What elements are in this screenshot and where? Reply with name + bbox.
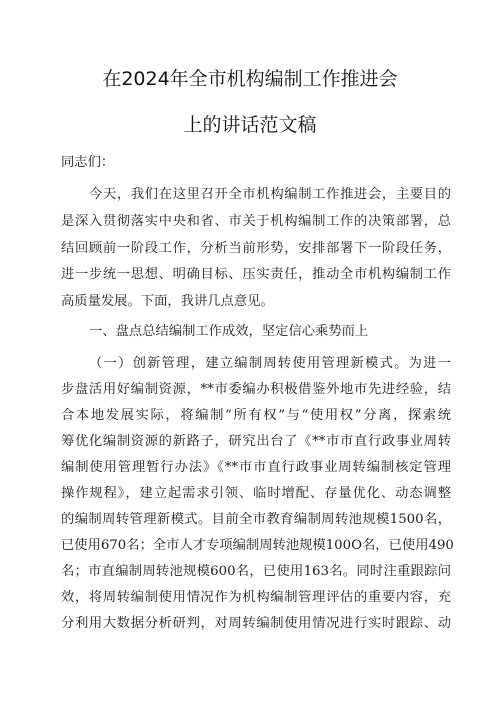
paragraph-line: 合本地发展实际，将编制“所有权”与“使用权”分离，探索统 bbox=[61, 408, 451, 423]
intro-line: 是深入贯彻落实中央和省、市关于机构编制工作的决策部署，总 bbox=[61, 214, 451, 229]
paragraph-line: （一）创新管理，建立编制周转使用管理新模式。为进一 bbox=[89, 356, 451, 371]
paragraph-line: 已使用670名；全市人才专项编制周转池规模100O名，已使用490 bbox=[61, 538, 454, 553]
paragraph-line: 效，将周转编制使用情况作为机构编制管理评估的重要内容，充 bbox=[61, 590, 451, 605]
paragraph-line: 的编制周转管理新模式。目前全市教育编制周转池规模1500名， bbox=[61, 512, 451, 527]
paragraph-line: 分利用大数据分析研判，对周转编制使用情况进行实时跟踪、动 bbox=[61, 616, 451, 631]
document-title-line-2: 上的讲话范文稿 bbox=[183, 114, 317, 136]
document-title-line-1: 在2024年全市机构编制工作推进会 bbox=[102, 68, 398, 90]
intro-line: 高质量发展。下面，我讲几点意见。 bbox=[61, 294, 274, 309]
paragraph-line: 步盘活用好编制资源，**市委编办积极借鉴外地市先进经验，结 bbox=[61, 382, 451, 397]
intro-line: 结回顾前一阶段工作，分析当前形势，安排部署下一阶段任务， bbox=[61, 241, 451, 256]
paragraph-line: 编制使用管理暂行办法》《**市市直行政事业周转编制核定管理 bbox=[61, 460, 451, 475]
paragraph-line: 名；市直编制周转池规模600名，已使用163名。同时注重跟踪问 bbox=[61, 564, 451, 579]
intro-line: 今天，我们在这里召开全市机构编制工作推进会，主要目的 bbox=[89, 187, 451, 202]
section-heading: 一、盘点总结编制工作成效，坚定信心乘势而上 bbox=[89, 324, 369, 339]
intro-line: 进一步统一思想、明确目标、压实责任，推动全市机构编制工作 bbox=[61, 267, 451, 282]
paragraph-line: 筹优化编制资源的新路子，研究出台了《**市市直行政事业周转 bbox=[61, 434, 451, 449]
salutation: 同志们： bbox=[61, 155, 115, 170]
paragraph-line: 操作规程》，建立起需求引领、临时增配、存量优化、动态调整 bbox=[61, 486, 451, 501]
